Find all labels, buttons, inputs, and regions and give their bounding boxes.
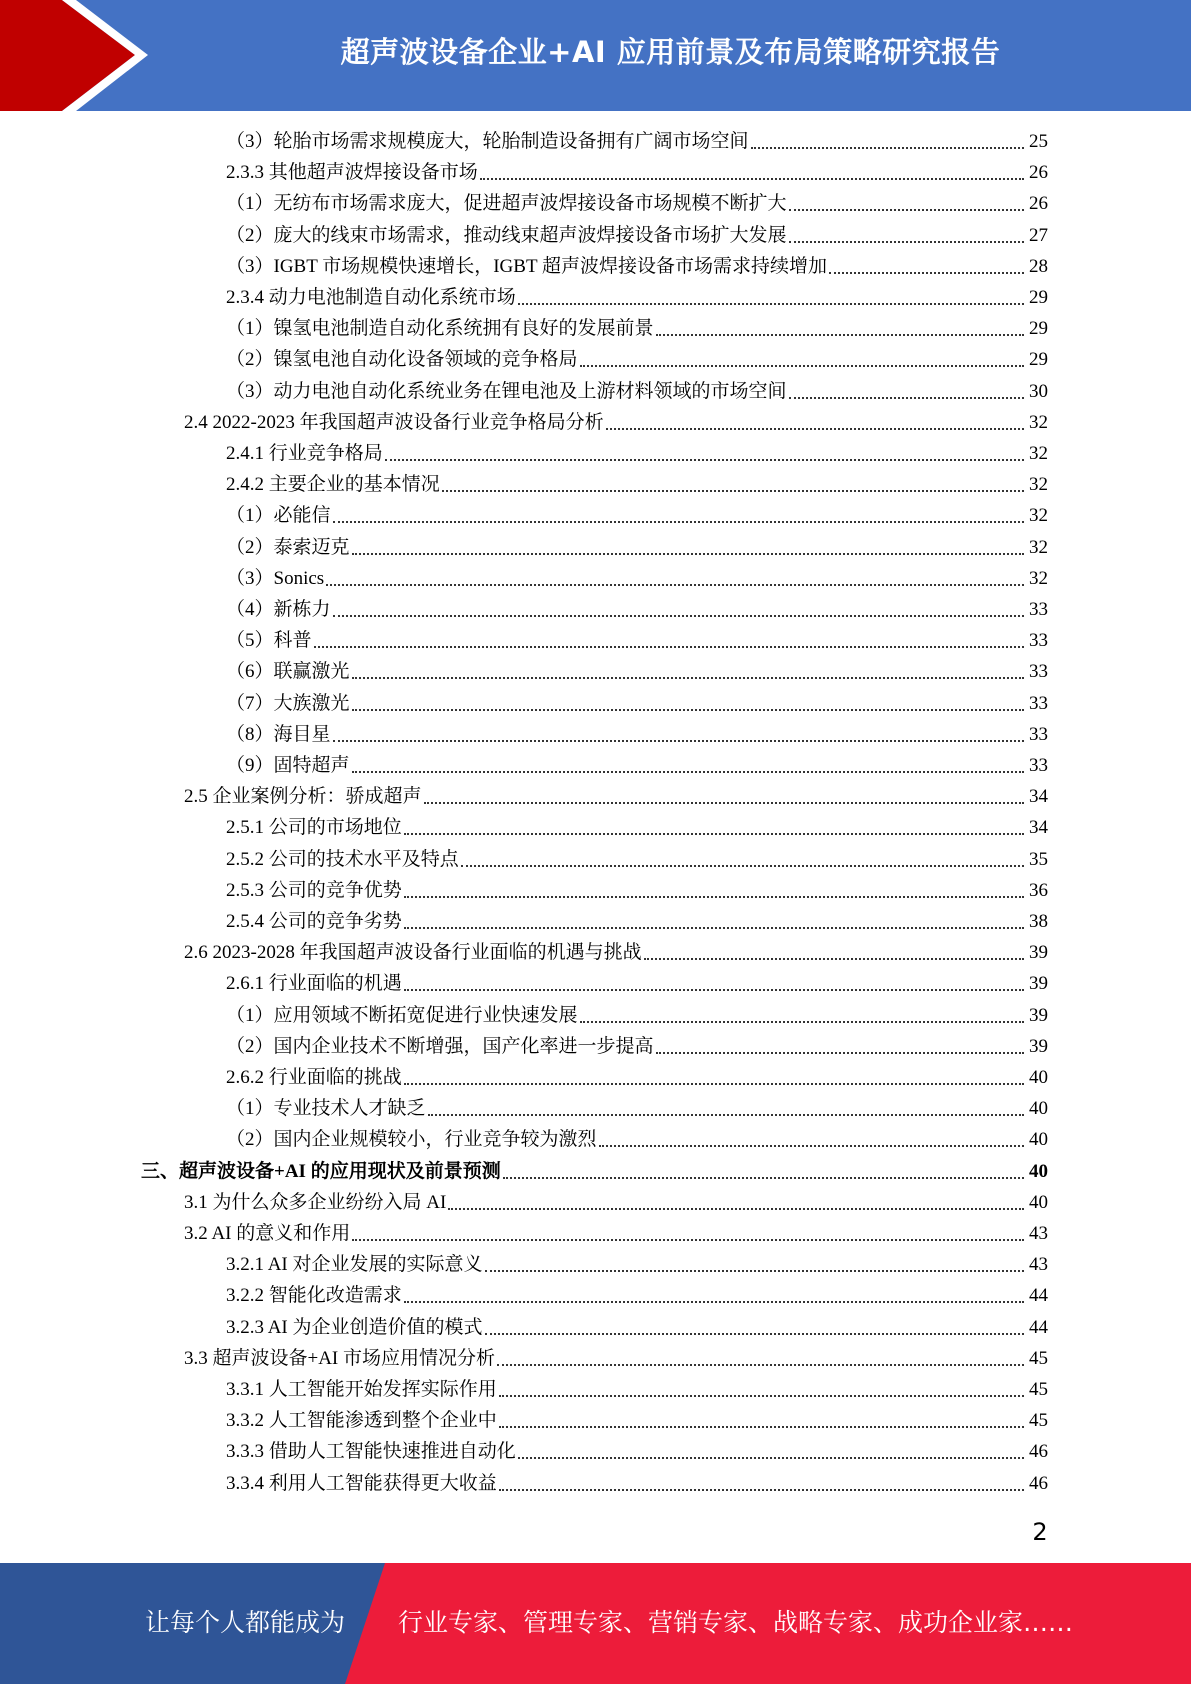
toc-entry-title: （4）新栋力 — [226, 599, 331, 620]
toc-dot-leader — [789, 397, 1024, 399]
toc-entry[interactable] — [226, 625, 1048, 656]
toc-dot-leader — [644, 958, 1024, 960]
toc-entry[interactable] — [226, 1093, 1048, 1124]
toc-entry[interactable] — [184, 407, 1048, 438]
toc-entry[interactable] — [226, 344, 1048, 375]
toc-entry-page: 45 — [1029, 1410, 1048, 1432]
toc-entry[interactable] — [184, 781, 1048, 812]
toc-entry-page: 46 — [1029, 1472, 1048, 1494]
toc-entry[interactable] — [226, 1031, 1048, 1062]
toc-entry-title: 3.2.2 智能化改造需求 — [226, 1285, 402, 1307]
toc-entry-title: 3.3.3 借助人工智能快速推进自动化 — [226, 1441, 516, 1463]
toc-entry-title: 2.5.1 公司的市场地位 — [226, 817, 402, 839]
toc-entry-page: 28 — [1029, 255, 1048, 277]
toc-entry-page: 36 — [1029, 879, 1048, 901]
toc-entry[interactable] — [226, 1280, 1048, 1311]
toc-entry-page: 40 — [1029, 1098, 1048, 1120]
toc-entry[interactable] — [226, 313, 1048, 344]
toc-entry[interactable] — [226, 438, 1048, 469]
toc-entry-title: 三、超声波设备+AI 的应用现状及前景预测 — [141, 1160, 501, 1182]
toc-entry[interactable] — [226, 1000, 1048, 1031]
toc-entry-title: 3.3.1 人工智能开始发挥实际作用 — [226, 1379, 497, 1400]
toc-entry-title: （6）联赢激光 — [226, 661, 350, 683]
toc-entry-page: 32 — [1029, 505, 1048, 527]
toc-entry[interactable] — [226, 719, 1048, 750]
toc-dot-leader — [404, 989, 1024, 991]
toc-dot-leader — [499, 1395, 1024, 1397]
toc-entry-title: （2）镍氢电池自动化设备领域的竞争格局 — [226, 349, 578, 371]
toc-entry-title: 2.5.2 公司的技术水平及特点 — [226, 848, 459, 870]
toc-entry-page: 39 — [1029, 1004, 1048, 1026]
toc-entry-title: 3.1 为什么众多企业纷纷入局 AI — [184, 1191, 447, 1213]
toc-dot-leader — [326, 584, 1024, 586]
toc-entry-title: （2）泰索迈克 — [226, 536, 350, 558]
toc-entry-page: 32 — [1029, 443, 1048, 464]
toc-dot-leader — [314, 646, 1024, 648]
toc-entry[interactable] — [226, 376, 1048, 407]
toc-entry-page: 35 — [1029, 848, 1048, 870]
toc-dot-leader — [428, 1114, 1024, 1116]
toc-entry-title: 2.6 2023-2028 年我国超声波设备行业面临的机遇与挑战 — [184, 942, 642, 964]
toc-entry-page: 43 — [1029, 1223, 1048, 1244]
toc-dot-leader — [499, 1426, 1024, 1428]
toc-entry-title: （3）IGBT 市场规模快速增长，IGBT 超声波焊接设备市场需求持续增加 — [226, 255, 827, 277]
toc-entry-page: 44 — [1029, 1316, 1048, 1338]
toc-dot-leader — [751, 147, 1024, 149]
toc-dot-leader — [829, 272, 1024, 274]
toc-dot-leader — [352, 771, 1024, 773]
toc-dot-leader — [503, 1177, 1024, 1179]
toc-dot-leader — [461, 865, 1024, 867]
toc-entry[interactable] — [226, 1374, 1048, 1405]
toc-entry-title: 3.3.4 利用人工智能获得更大收益 — [226, 1472, 497, 1494]
toc-entry[interactable] — [226, 251, 1048, 282]
toc-entry-page: 25 — [1029, 131, 1048, 152]
toc-entry-title: 2.6.1 行业面临的机遇 — [226, 973, 402, 995]
toc-entry-page: 26 — [1029, 162, 1048, 184]
toc-entry[interactable] — [184, 1218, 1048, 1249]
toc-entry-page: 40 — [1029, 1067, 1048, 1088]
toc-entry-title: 2.4.2 主要企业的基本情况 — [226, 474, 440, 496]
toc-entry[interactable] — [141, 1156, 1048, 1187]
toc-dot-leader — [442, 490, 1024, 492]
toc-entry[interactable] — [184, 1187, 1048, 1218]
toc-entry-page: 39 — [1029, 973, 1048, 995]
toc-entry[interactable] — [226, 1249, 1048, 1280]
toc-entry[interactable] — [226, 1436, 1048, 1467]
toc-entry[interactable] — [226, 1468, 1048, 1499]
toc-dot-leader — [333, 615, 1024, 617]
page-footer — [0, 1563, 1191, 1684]
toc-entry-page: 34 — [1029, 817, 1048, 839]
toc-entry-page: 45 — [1029, 1347, 1048, 1369]
toc-dot-leader — [789, 241, 1024, 243]
toc-entry-page: 33 — [1029, 692, 1048, 714]
toc-entry[interactable] — [226, 875, 1048, 906]
toc-entry[interactable] — [226, 1405, 1048, 1436]
toc-dot-leader — [385, 459, 1024, 461]
toc-entry[interactable] — [226, 844, 1048, 875]
toc-dot-leader — [333, 521, 1024, 523]
toc-dot-leader — [789, 209, 1024, 211]
toc-entry[interactable] — [226, 220, 1048, 251]
toc-entry[interactable] — [226, 656, 1048, 687]
toc-entry[interactable] — [226, 594, 1048, 625]
toc-entry[interactable] — [226, 688, 1048, 719]
toc-entry[interactable] — [226, 282, 1048, 313]
toc-entry-title: （2）国内企业规模较小，行业竞争较为激烈 — [226, 1129, 597, 1151]
toc-dot-leader — [424, 802, 1024, 804]
footer-slogan-right: 行业专家、管理专家、营销专家、战略专家、成功企业家…… — [398, 1608, 1074, 1637]
page-number: 2 — [1032, 1518, 1048, 1546]
toc-entry[interactable] — [226, 1312, 1048, 1343]
toc-dot-leader — [448, 1208, 1024, 1210]
toc-dot-leader — [656, 334, 1024, 336]
toc-dot-leader — [404, 927, 1024, 929]
toc-dot-leader — [499, 1489, 1024, 1491]
toc-entry-title: （1）镍氢电池制造自动化系统拥有良好的发展前景 — [226, 318, 654, 340]
toc-entry[interactable] — [226, 500, 1048, 531]
toc-entry-title: （1）专业技术人才缺乏 — [226, 1098, 426, 1120]
toc-dot-leader — [606, 428, 1024, 430]
toc-entry-page: 40 — [1029, 1129, 1048, 1151]
toc-dot-leader — [480, 178, 1024, 180]
toc-entry-page: 33 — [1029, 630, 1048, 652]
toc-entry[interactable] — [226, 1124, 1048, 1155]
toc-entry-title: 2.5 企业案例分析：骄成超声 — [184, 786, 422, 808]
toc-entry-page: 40 — [1029, 1160, 1048, 1182]
toc-entry-title: 2.5.3 公司的竞争优势 — [226, 879, 402, 901]
toc-entry-page: 32 — [1029, 411, 1048, 433]
toc-entry-page: 30 — [1029, 380, 1048, 402]
footer-slogan-left: 让每个人都能成为 — [145, 1608, 346, 1637]
toc-entry-title: （2）国内企业技术不断增强，国产化率进一步提高 — [226, 1035, 654, 1057]
toc-entry-page: 38 — [1029, 911, 1048, 932]
toc-dot-leader — [352, 709, 1024, 711]
toc-dot-leader — [518, 303, 1024, 305]
toc-entry-page: 32 — [1029, 567, 1048, 589]
toc-entry-title: （5）科普 — [226, 630, 312, 652]
page-header — [0, 0, 1191, 111]
toc-entry-title: （3）轮胎市场需求规模庞大，轮胎制造设备拥有广阔市场空间 — [226, 131, 749, 152]
toc-entry-title: 3.2 AI 的意义和作用 — [184, 1223, 351, 1244]
toc-entry-page: 33 — [1029, 661, 1048, 683]
toc-dot-leader — [580, 365, 1024, 367]
toc-entry-title: 3.2.1 AI 对企业发展的实际意义 — [226, 1254, 483, 1276]
toc-entry-page: 33 — [1029, 599, 1048, 620]
toc-entry-page: 43 — [1029, 1254, 1048, 1276]
toc-entry-title: 2.3.4 动力电池制造自动化系统市场 — [226, 287, 516, 308]
toc-entry-page: 26 — [1029, 193, 1048, 215]
toc-entry[interactable] — [226, 968, 1048, 999]
toc-dot-leader — [404, 896, 1024, 898]
toc-entry-title: （2）庞大的线束市场需求，推动线束超声波焊接设备市场扩大发展 — [226, 224, 787, 246]
toc-entry-title: 3.3.2 人工智能渗透到整个企业中 — [226, 1410, 497, 1432]
toc-dot-leader — [352, 1239, 1024, 1241]
toc-entry[interactable] — [226, 750, 1048, 781]
toc-entry-page: 44 — [1029, 1285, 1048, 1307]
toc-entry[interactable] — [226, 906, 1048, 937]
report-title: 超声波设备企业+AI 应用前景及布局策略研究报告 — [340, 34, 1001, 69]
toc-dot-leader — [518, 1457, 1024, 1459]
toc-entry[interactable] — [226, 126, 1048, 157]
toc-entry-page: 33 — [1029, 723, 1048, 745]
toc-entry-title: 2.4 2022-2023 年我国超声波设备行业竞争格局分析 — [184, 411, 604, 433]
toc-entry[interactable] — [184, 1343, 1048, 1374]
toc-entry-page: 34 — [1029, 786, 1048, 808]
toc-entry-title: （8）海目星 — [226, 723, 331, 745]
toc-dot-leader — [580, 1021, 1024, 1023]
toc-entry-page: 29 — [1029, 349, 1048, 371]
toc-entry-title: （3）动力电池自动化系统业务在锂电池及上游材料领域的市场空间 — [226, 380, 787, 402]
toc-dot-leader — [404, 1083, 1024, 1085]
toc-dot-leader — [599, 1145, 1024, 1147]
toc-entry-title: （1）必能信 — [226, 505, 331, 527]
toc-entry-page: 46 — [1029, 1441, 1048, 1463]
toc-dot-leader — [485, 1333, 1024, 1335]
toc-dot-leader — [352, 677, 1024, 679]
toc-dot-leader — [656, 1052, 1024, 1054]
toc-dot-leader — [333, 740, 1024, 742]
toc-entry-page: 45 — [1029, 1379, 1048, 1400]
toc-entry-title: （7）大族激光 — [226, 692, 350, 714]
toc-entry[interactable] — [226, 469, 1048, 500]
toc-entry-page: 32 — [1029, 474, 1048, 496]
toc-entry-page: 39 — [1029, 942, 1048, 964]
toc-entry-page: 40 — [1029, 1191, 1048, 1213]
toc-entry-page: 32 — [1029, 536, 1048, 558]
toc-dot-leader — [485, 1270, 1024, 1272]
toc-dot-leader — [352, 553, 1024, 555]
toc-entry-title: （1）无纺布市场需求庞大，促进超声波焊接设备市场规模不断扩大 — [226, 193, 787, 215]
toc-entry[interactable] — [226, 1062, 1048, 1093]
toc-entry[interactable] — [226, 188, 1048, 219]
toc-entry-title: 2.3.3 其他超声波焊接设备市场 — [226, 162, 478, 184]
toc-entry-page: 33 — [1029, 755, 1048, 776]
toc-entry[interactable] — [226, 563, 1048, 594]
toc-entry-page: 39 — [1029, 1035, 1048, 1057]
toc-entry[interactable] — [184, 937, 1048, 968]
toc-entry-page: 29 — [1029, 287, 1048, 308]
toc-entry-page: 29 — [1029, 318, 1048, 340]
toc-entry-page: 27 — [1029, 224, 1048, 246]
toc-entry-title: 2.4.1 行业竞争格局 — [226, 443, 383, 464]
toc-entry-title: 2.5.4 公司的竞争劣势 — [226, 911, 402, 932]
toc-entry-title: 2.6.2 行业面临的挑战 — [226, 1067, 402, 1088]
toc-entry-title: （9）固特超声 — [226, 755, 350, 776]
toc-entry-title: 3.2.3 AI 为企业创造价值的模式 — [226, 1316, 483, 1338]
toc-entry[interactable] — [226, 532, 1048, 563]
toc-dot-leader — [404, 833, 1024, 835]
toc-entry[interactable] — [226, 812, 1048, 843]
toc-entry-title: （3）Sonics — [226, 567, 325, 589]
toc-entry-title: 3.3 超声波设备+AI 市场应用情况分析 — [184, 1347, 496, 1369]
toc-entry[interactable] — [226, 157, 1048, 188]
toc-entry-title: （1）应用领域不断拓宽促进行业快速发展 — [226, 1004, 578, 1026]
toc-dot-leader — [404, 1301, 1024, 1303]
toc-dot-leader — [497, 1364, 1024, 1366]
header-arrow-decoration — [0, 0, 150, 111]
